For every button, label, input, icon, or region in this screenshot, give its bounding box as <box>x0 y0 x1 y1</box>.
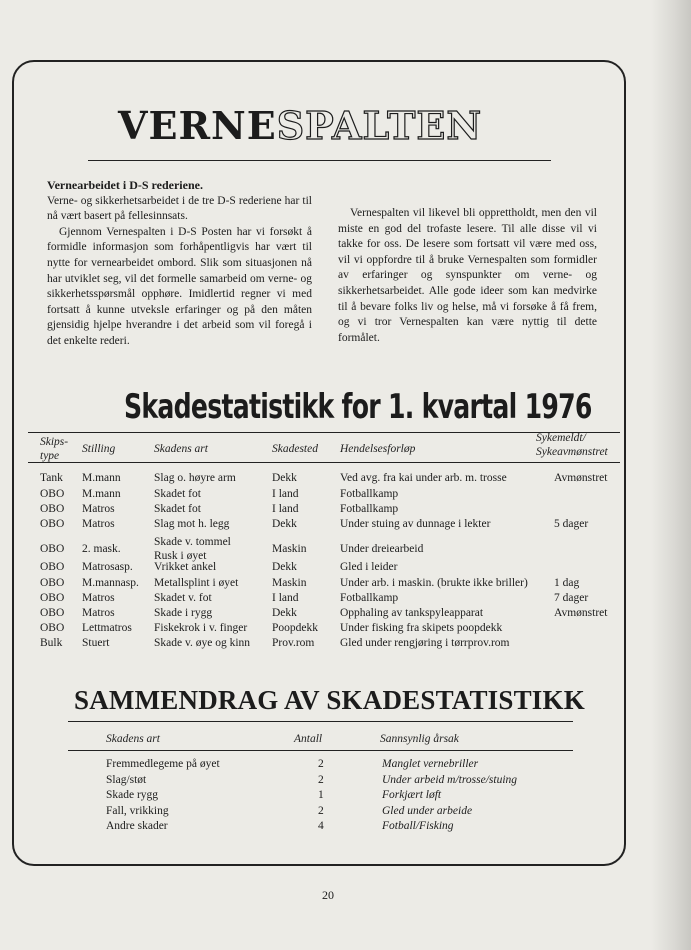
summary-header-arsak: Sannsynlig årsak <box>380 733 459 745</box>
left-column <box>47 178 312 350</box>
stat-cell-type: OBO <box>40 543 65 555</box>
title-rule <box>88 160 551 161</box>
summary-cell-arsak: Fotball/Fisking <box>382 820 454 832</box>
header-sted: Skadested <box>272 443 318 455</box>
stat-cell-forlop: Gled under rengjøring i tørrprov.rom <box>340 637 510 649</box>
stat-cell-syke: 7 dager <box>554 592 589 604</box>
stat-cell-sted: Maskin <box>272 577 307 589</box>
stat-cell-art: Vrikket ankel <box>154 561 217 573</box>
summary-cell-antall: 2 <box>318 758 324 770</box>
stat-cell-forlop: Under stuing av dunnage i lekter <box>340 518 491 530</box>
stat-cell-type: OBO <box>40 607 65 619</box>
stat-cell-forlop: Under dreiearbeid <box>340 543 424 555</box>
stat-cell-sted: Dekk <box>272 561 297 573</box>
stat-cell-forlop: Ved avg. fra kai under arb. m. trosse <box>340 472 507 484</box>
stat-cell-type: Bulk <box>40 637 63 649</box>
table-header-rule <box>28 462 620 463</box>
right-paragraph-1: Vernespalten vil likevel bli opprettholdt, men den vil miste en god del trofaste lesere. Til alle disse vil vi takke for oss. De lesere som fortsatt vil være med oss, vil vi oppfordre til å bruke Vernespalten som formidler av erfaringer og synspunkter om verne- og sikkerhetsarbeidet. Alle gode ideer som kan medvirke til å bevare folks liv og helse, må vi forsøke å få frem, og vi tror Vernespalten kan være nyttig til dette formålet. <box>338 207 597 344</box>
stat-cell-art-line2: Rusk i øyet <box>154 550 207 562</box>
stat-cell-stilling: Matros <box>82 592 115 604</box>
title-outline-part: SPALTEN <box>276 103 483 148</box>
summary-cell-antall: 4 <box>318 820 324 832</box>
stat-cell-stilling: Matros <box>82 503 115 515</box>
header-syke-b: Sykeavmønstret <box>536 446 608 458</box>
summary-cell-art: Andre skader <box>106 820 168 832</box>
stat-cell-forlop: Fotballkamp <box>340 488 399 500</box>
page-number: 20 <box>322 888 334 902</box>
stat-cell-syke: 1 dag <box>554 577 580 589</box>
stat-cell-stilling: Matros <box>82 518 115 530</box>
stat-cell-type: OBO <box>40 518 65 530</box>
header-type-a: Skips- <box>40 436 69 448</box>
stat-cell-sted: Prov.rom <box>272 637 315 649</box>
stat-cell-type: OBO <box>40 503 65 515</box>
stat-cell-sted: I land <box>272 503 299 515</box>
summary-cell-art: Fall, vrikking <box>106 804 169 817</box>
stat-cell-type: OBO <box>40 561 65 573</box>
stat-cell-type: OBO <box>40 622 65 634</box>
stat-cell-type: OBO <box>40 577 65 589</box>
right-column <box>338 206 597 346</box>
stat-cell-art: Skade i rygg <box>154 607 213 619</box>
summary-cell-art: Skade rygg <box>106 789 159 801</box>
stat-cell-art: Skadet v. fot <box>154 592 212 604</box>
summary-cell-art: Slag/støt <box>106 773 147 786</box>
stat-cell-stilling: 2. mask. <box>82 543 121 555</box>
header-syke-a: Sykemeldt/ <box>536 432 586 444</box>
stat-cell-sted: I land <box>272 488 299 500</box>
summary-cell-arsak: Manglet vernebriller <box>382 758 479 770</box>
statistics-title: Skadestatistikk for 1. kvartal 1976 <box>124 387 592 427</box>
header-type-b: type <box>40 450 60 462</box>
stat-cell-art: Fiskekrok i v. finger <box>154 622 248 634</box>
stat-cell-syke: Avmønstret <box>554 607 608 619</box>
stat-cell-art: Metallsplint i øyet <box>154 577 239 589</box>
summary-header-rule <box>68 750 573 751</box>
page-edge-shadow <box>651 0 691 950</box>
stat-cell-sted: I land <box>272 592 299 604</box>
stat-cell-art: Skadet fot <box>154 488 201 500</box>
summary-header-art: Skadens art <box>106 733 160 745</box>
table-top-rule <box>28 432 620 433</box>
title-bold-part: VERNE <box>118 103 277 148</box>
article-heading: Vernearbeidet i D-S rederiene. <box>47 178 203 192</box>
stat-cell-art: Skade v. tommel <box>154 536 231 548</box>
summary-title: SAMMENDRAG AV SKADESTATISTIKK <box>74 685 585 715</box>
stat-cell-stilling: Stuert <box>82 637 110 649</box>
stat-cell-sted: Dekk <box>272 518 297 530</box>
summary-cell-art: Fremmedlegeme på øyet <box>106 758 220 770</box>
header-stilling: Stilling <box>82 443 116 455</box>
stat-cell-sted: Maskin <box>272 543 307 555</box>
summary-top-rule <box>68 721 573 722</box>
stat-cell-sted: Dekk <box>272 472 297 484</box>
stat-cell-forlop: Opphaling av tankspyleapparat <box>340 607 484 619</box>
summary-cell-arsak: Forkjært løft <box>382 789 442 801</box>
stat-cell-stilling: M.mannasp. <box>82 577 139 589</box>
summary-cell-antall: 2 <box>318 773 324 786</box>
stat-cell-stilling: M.mann <box>82 472 121 484</box>
stat-cell-syke: Avmønstret <box>554 472 608 484</box>
vernespalten-title <box>118 103 518 148</box>
left-paragraph-1: Verne- og sikkerhetsarbeidet i de tre D-S rederiene har til nå vært basert på fellesinnsats. <box>47 194 312 223</box>
summary-header-antall: Antall <box>294 733 323 745</box>
stat-cell-sted: Dekk <box>272 607 297 619</box>
stat-cell-stilling: Lettmatros <box>82 622 132 634</box>
stat-cell-art: Slag mot h. legg <box>154 518 230 530</box>
summary-cell-arsak: Under arbeid m/trosse/stuing <box>382 773 518 786</box>
stat-cell-sted: Poopdekk <box>272 622 318 634</box>
stat-cell-type: OBO <box>40 488 65 500</box>
summary-cell-antall: 2 <box>318 804 324 817</box>
stat-cell-art: Skade v. øye og kinn <box>154 637 251 649</box>
stat-cell-type: OBO <box>40 592 65 604</box>
stat-cell-type: Tank <box>40 472 63 484</box>
stat-cell-stilling: Matrosasp. <box>82 561 133 573</box>
summary-cell-arsak: Gled under arbeide <box>382 804 473 817</box>
stat-cell-forlop: Gled i leider <box>340 561 398 573</box>
header-forlop: Hendelsesforløp <box>340 443 416 455</box>
stat-cell-syke: 5 dager <box>554 518 589 530</box>
summary-cell-antall: 1 <box>318 789 324 801</box>
stat-cell-forlop: Fotballkamp <box>340 503 399 515</box>
stat-cell-stilling: M.mann <box>82 488 121 500</box>
stat-cell-forlop: Under arb. i maskin. (brukte ikke briller) <box>340 577 528 589</box>
stat-cell-art: Slag o. høyre arm <box>154 472 236 484</box>
stat-cell-forlop: Fotballkamp <box>340 592 399 604</box>
header-art: Skadens art <box>154 443 208 455</box>
stat-cell-stilling: Matros <box>82 607 115 619</box>
stat-cell-forlop: Under fisking fra skipets poopdekk <box>340 622 503 634</box>
stat-cell-art: Skadet fot <box>154 503 201 515</box>
left-paragraph-2: Gjennom Vernespalten i D-S Posten har vi forsøkt å formidle informasjon som forhåpentligvis har vært til nytte for vernearbeidet ombord. Slik som situasjonen nå har utviklet seg, vil det formelle samarbeid om verne- og sikkerhetsspørsmål opphøre. Imidlertid regner vi med fortsatt å kunne utveksle erfaringer og på den måten gjensidig hjelpe hverandre i det arbeid som vil foregå i det enkelte rederi. <box>47 225 312 347</box>
